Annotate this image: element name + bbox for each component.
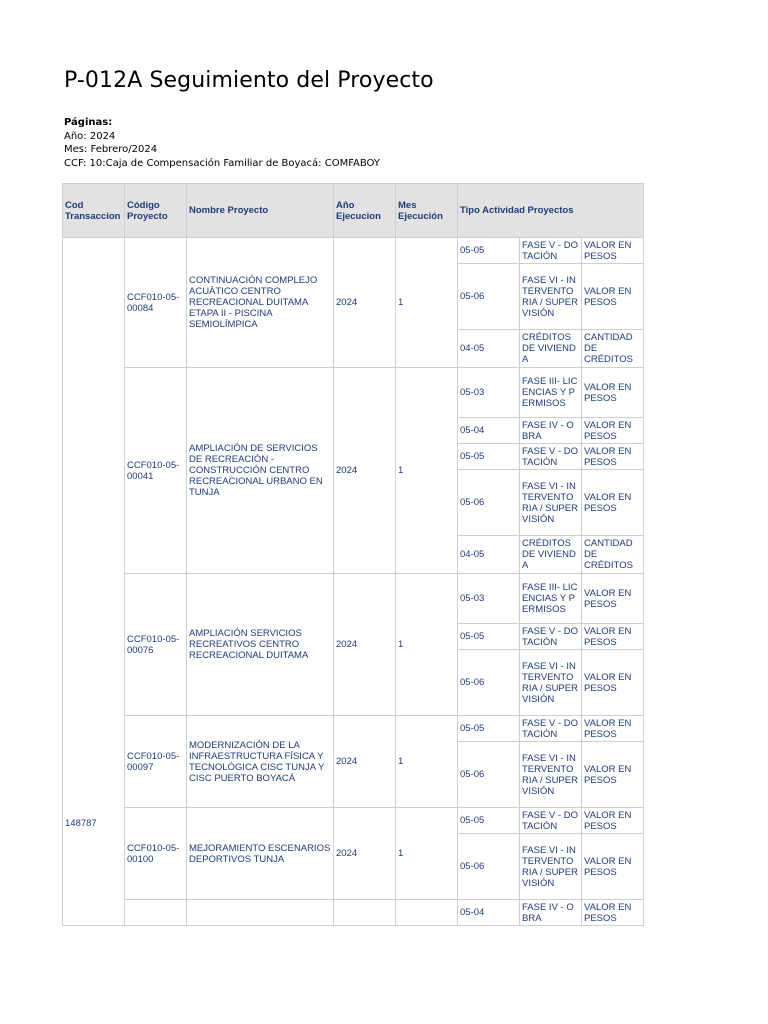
actividad-fase-cell: FASE V - DOTACIÓN xyxy=(520,238,582,264)
project-table-container xyxy=(62,183,644,932)
actividad-codigo-cell: 05-06 xyxy=(458,470,520,536)
header-cod-transaccion: Cod Transaccion xyxy=(63,184,125,238)
ccf-line: CCF: 10:Caja de Compensación Familiar de Boyacá: COMFABOY xyxy=(64,157,380,169)
actividad-codigo-cell: 05-06 xyxy=(458,742,520,808)
header-anio-ejecucion: Año Ejecucion xyxy=(334,184,396,238)
table-row xyxy=(63,368,644,418)
actividad-medida-cell: VALOR EN PESOS xyxy=(582,624,644,650)
mes-ejecucion-cell: 1 xyxy=(396,368,458,574)
table-body xyxy=(63,238,644,926)
table-row xyxy=(63,900,644,926)
anio-ejecucion-cell: 2024 xyxy=(334,368,396,574)
actividad-fase-cell: FASE V - DOTACIÓN xyxy=(520,444,582,470)
actividad-fase-cell: FASE VI - INTERVENTORIA / SUPERVISIÓN xyxy=(520,264,582,330)
actividad-medida-cell: VALOR EN PESOS xyxy=(582,716,644,742)
actividad-medida-cell: VALOR EN PESOS xyxy=(582,900,644,926)
actividad-codigo-cell: 05-03 xyxy=(458,574,520,624)
actividad-codigo-cell: 05-05 xyxy=(458,716,520,742)
codigo-proyecto-cell: CCF010-05-00097 xyxy=(125,716,187,808)
codigo-proyecto-cell: CCF010-05-00100 xyxy=(125,808,187,900)
header-nombre-proyecto: Nombre Proyecto xyxy=(187,184,334,238)
nombre-proyecto-cell: CONTINUACIÓN COMPLEJO ACUÁTICO CENTRO RECREACIONAL DUITAMA ETAPA II - PISCINA SEMIOLÍMPICA xyxy=(187,238,334,368)
anio-ejecucion-cell: 2024 xyxy=(334,808,396,900)
project-table xyxy=(62,183,644,926)
anio-ejecucion-cell: 2024 xyxy=(334,716,396,808)
anio-ejecucion-cell: 2024 xyxy=(334,574,396,716)
actividad-codigo-cell: 04-05 xyxy=(458,330,520,368)
mes-ejecucion-cell: 1 xyxy=(396,808,458,900)
report-metadata xyxy=(64,116,380,170)
actividad-fase-cell: FASE IV - OBRA xyxy=(520,900,582,926)
actividad-codigo-cell: 05-06 xyxy=(458,264,520,330)
table-row xyxy=(63,238,644,264)
codigo-proyecto-cell: CCF010-05-00084 xyxy=(125,238,187,368)
header-codigo-proyecto: Código Proyecto xyxy=(125,184,187,238)
actividad-medida-cell: VALOR EN PESOS xyxy=(582,444,644,470)
nombre-proyecto-cell xyxy=(187,900,334,926)
page-title: P-012A Seguimiento del Proyecto xyxy=(64,68,434,93)
anio-ejecucion-cell xyxy=(334,900,396,926)
actividad-fase-cell: FASE III- LICENCIAS Y PERMISOS xyxy=(520,368,582,418)
actividad-medida-cell: VALOR EN PESOS xyxy=(582,470,644,536)
actividad-fase-cell: FASE VI - INTERVENTORIA / SUPERVISIÓN xyxy=(520,742,582,808)
actividad-fase-cell: FASE III- LICENCIAS Y PERMISOS xyxy=(520,574,582,624)
actividad-medida-cell: CANTIDAD DE CRÉDITOS xyxy=(582,330,644,368)
table-row xyxy=(63,808,644,834)
nombre-proyecto-cell: AMPLIACIÓN SERVICIOS RECREATIVOS CENTRO RECREACIONAL DUITAMA xyxy=(187,574,334,716)
cod-transaccion-cell: 148787 xyxy=(63,238,125,926)
actividad-codigo-cell: 05-03 xyxy=(458,368,520,418)
anio-line: Año: 2024 xyxy=(64,130,116,142)
codigo-proyecto-cell: CCF010-05-00076 xyxy=(125,574,187,716)
actividad-medida-cell: CANTIDAD DE CRÉDITOS xyxy=(582,536,644,574)
nombre-proyecto-cell: AMPLIACIÓN DE SERVICIOS DE RECREACIÓN - CONSTRUCCIÓN CENTRO RECREACIONAL URBANO EN TUNJA xyxy=(187,368,334,574)
actividad-medida-cell: VALOR EN PESOS xyxy=(582,808,644,834)
paginas-label: Páginas: xyxy=(64,117,113,128)
actividad-medida-cell: VALOR EN PESOS xyxy=(582,742,644,808)
mes-ejecucion-cell: 1 xyxy=(396,238,458,368)
actividad-codigo-cell: 05-05 xyxy=(458,808,520,834)
header-mes-ejecucion: Mes Ejecución xyxy=(396,184,458,238)
actividad-codigo-cell: 05-05 xyxy=(458,444,520,470)
anio-ejecucion-cell: 2024 xyxy=(334,238,396,368)
actividad-fase-cell: FASE V - DOTACIÓN xyxy=(520,716,582,742)
actividad-medida-cell: VALOR EN PESOS xyxy=(582,418,644,444)
actividad-codigo-cell: 05-05 xyxy=(458,238,520,264)
actividad-medida-cell: VALOR EN PESOS xyxy=(582,650,644,716)
table-header-row xyxy=(63,184,644,238)
actividad-fase-cell: FASE V - DOTACIÓN xyxy=(520,808,582,834)
mes-ejecucion-cell xyxy=(396,900,458,926)
codigo-proyecto-cell: CCF010-05-00041 xyxy=(125,368,187,574)
actividad-medida-cell: VALOR EN PESOS xyxy=(582,238,644,264)
actividad-fase-cell: CRÉDITOS DE VIVIENDA xyxy=(520,330,582,368)
actividad-fase-cell: FASE VI - INTERVENTORIA / SUPERVISIÓN xyxy=(520,470,582,536)
actividad-fase-cell: FASE IV - OBRA xyxy=(520,418,582,444)
actividad-fase-cell: FASE V - DOTACIÓN xyxy=(520,624,582,650)
actividad-fase-cell: FASE VI - INTERVENTORIA / SUPERVISIÓN xyxy=(520,834,582,900)
actividad-medida-cell: VALOR EN PESOS xyxy=(582,834,644,900)
table-row xyxy=(63,574,644,624)
actividad-codigo-cell: 05-06 xyxy=(458,650,520,716)
actividad-codigo-cell: 05-05 xyxy=(458,624,520,650)
actividad-codigo-cell: 05-04 xyxy=(458,418,520,444)
actividad-codigo-cell: 05-04 xyxy=(458,900,520,926)
table-row xyxy=(63,716,644,742)
codigo-proyecto-cell xyxy=(125,900,187,926)
mes-line: Mes: Febrero/2024 xyxy=(64,144,158,155)
nombre-proyecto-cell: MODERNIZACIÓN DE LA INFRAESTRUCTURA FÍSICA Y TECNOLÓGICA CISC TUNJA Y CISC PUERTO BOYACÁ xyxy=(187,716,334,808)
actividad-fase-cell: CRÉDITOS DE VIVIENDA xyxy=(520,536,582,574)
actividad-codigo-cell: 04-05 xyxy=(458,536,520,574)
actividad-medida-cell: VALOR EN PESOS xyxy=(582,368,644,418)
nombre-proyecto-cell: MEJORAMIENTO ESCENARIOS DEPORTIVOS TUNJA xyxy=(187,808,334,900)
mes-ejecucion-cell: 1 xyxy=(396,716,458,808)
actividad-medida-cell: VALOR EN PESOS xyxy=(582,264,644,330)
actividad-codigo-cell: 05-06 xyxy=(458,834,520,900)
actividad-medida-cell: VALOR EN PESOS xyxy=(582,574,644,624)
header-tipo-actividad: Tipo Actividad Proyectos xyxy=(458,184,644,238)
mes-ejecucion-cell: 1 xyxy=(396,574,458,716)
actividad-fase-cell: FASE VI - INTERVENTORIA / SUPERVISIÓN xyxy=(520,650,582,716)
